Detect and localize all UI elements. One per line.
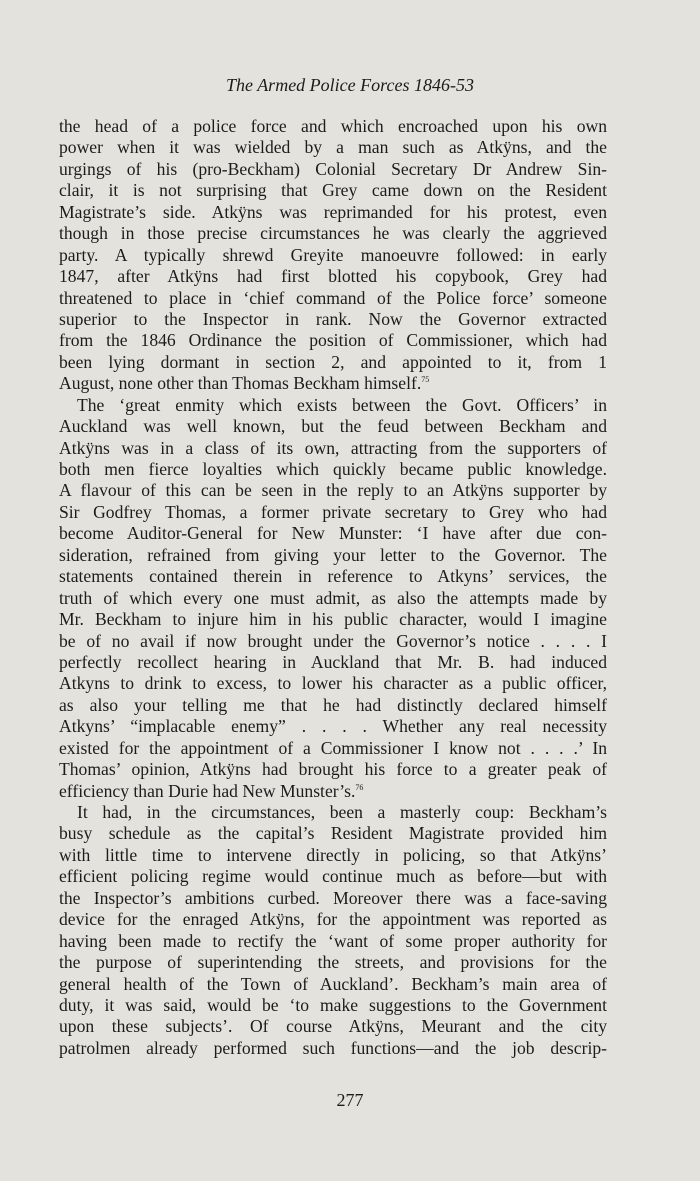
text-line: having been made to rectify the ‘want of some proper authority for xyxy=(59,930,607,951)
text-line: sideration, refrained from giving your letter to the Governor. The xyxy=(59,544,607,565)
text-line: as also your telling me that he had distinctly declared himself xyxy=(59,694,607,715)
text-line: the Inspector’s ambitions curbed. Moreover there was a face-saving xyxy=(59,887,607,908)
text-line: duty, it was said, would be ‘to make suggestions to the Government xyxy=(59,994,607,1015)
text-line: A flavour of this can be seen in the reply to an Atkÿns supporter by xyxy=(59,480,607,501)
text-line: general health of the Town of Auckland’. Beckham’s main area of xyxy=(59,973,607,994)
text-line: device for the enraged Atkÿns, for the appointment was reported as xyxy=(59,909,607,930)
text-line: the head of a police force and which encroached upon his own xyxy=(59,116,607,136)
paragraph-3 xyxy=(59,802,607,1059)
paragraph-1 xyxy=(59,116,607,395)
text-line: Sir Godfrey Thomas, a former private secretary to Grey who had xyxy=(59,501,607,522)
text-line: from the 1846 Ordinance the position of Commissioner, which had xyxy=(59,330,607,351)
footnote-marker: 75 xyxy=(421,375,430,385)
paragraph-2 xyxy=(59,395,607,802)
text-line: existed for the appointment of a Commissioner I know not . . . .’ In xyxy=(59,737,607,758)
text-line: efficient policing regime would continue much as before—but with xyxy=(59,866,607,887)
text-line: It had, in the circumstances, been a masterly coup: Beckham’s xyxy=(77,802,607,822)
footnote-marker: 76 xyxy=(355,782,364,792)
text-line: Magistrate’s side. Atkÿns was reprimanded for his protest, even xyxy=(59,201,607,222)
body-text xyxy=(59,116,607,1059)
running-head: The Armed Police Forces 1846-53 xyxy=(226,75,474,95)
text-line: The ‘great enmity which exists between the Govt. Officers’ in xyxy=(77,394,607,415)
text-line: Atkyns’ “implacable enemy” . . . . Whether any real necessity xyxy=(59,716,607,737)
text-line: threatened to place in ‘chief command of the Police force’ someone xyxy=(59,287,607,308)
text-line: truth of which every one must admit, as also the attempts made by xyxy=(59,587,607,608)
text-line: with little time to intervene directly in policing, so that Atkÿns’ xyxy=(59,844,607,865)
line-text: August, none other than Thomas Beckham himself. xyxy=(59,373,422,394)
text-line: been lying dormant in section 2, and appointed to it, from 1 xyxy=(59,351,607,372)
text-line: busy schedule as the capital’s Resident Magistrate provided him xyxy=(59,823,607,844)
line-text: efficiency than Durie had New Munster’s. xyxy=(59,780,356,801)
text-line: urgings of his (pro-Beckham) Colonial Secretary Dr Andrew Sin- xyxy=(59,158,607,179)
text-line: upon these subjects’. Of course Atkÿns, Meurant and the city xyxy=(59,1016,607,1037)
page-number: 277 xyxy=(336,1090,364,1110)
text-line: though in those precise circumstances he was clearly the aggrieved xyxy=(59,223,607,244)
text-line: Auckland was well known, but the feud between Beckham and xyxy=(59,416,607,437)
text-line: party. A typically shrewd Greyite manoeuvre followed: in early xyxy=(59,244,607,265)
text-line: Mr. Beckham to injure him in his public character, would I imagine xyxy=(59,609,607,630)
text-line xyxy=(59,781,607,802)
text-line: clair, it is not surprising that Grey came down on the Resident xyxy=(59,180,607,201)
text-line: Atkÿns was in a class of its own, attracting from the supporters of xyxy=(59,437,607,458)
text-line xyxy=(59,373,607,394)
text-line: 1847, after Atkÿns had first blotted his copybook, Grey had xyxy=(59,266,607,287)
text-line: both men fierce loyalties which quickly became public knowledge. xyxy=(59,459,607,479)
text-line: perfectly recollect hearing in Auckland that Mr. B. had induced xyxy=(59,651,607,672)
text-line: Atkyns to drink to excess, to lower his character as a public officer, xyxy=(59,673,607,694)
text-line: be of no avail if now brought under the Governor’s notice . . . . I xyxy=(59,630,607,651)
text-line: become Auditor-General for New Munster: ‘I have after due con- xyxy=(59,523,607,544)
text-line: patrolmen already performed such functions—and the job descrip- xyxy=(59,1037,607,1058)
text-line: power when it was wielded by a man such as Atkÿns, and the xyxy=(59,137,607,158)
text-line: superior to the Inspector in rank. Now the Governor extracted xyxy=(59,308,607,329)
text-line: the purpose of superintending the streets, and provisions for the xyxy=(59,952,607,973)
text-line: statements contained therein in reference to Atkyns’ services, the xyxy=(59,566,607,587)
text-line: Thomas’ opinion, Atkÿns had brought his force to a greater peak of xyxy=(59,759,607,780)
